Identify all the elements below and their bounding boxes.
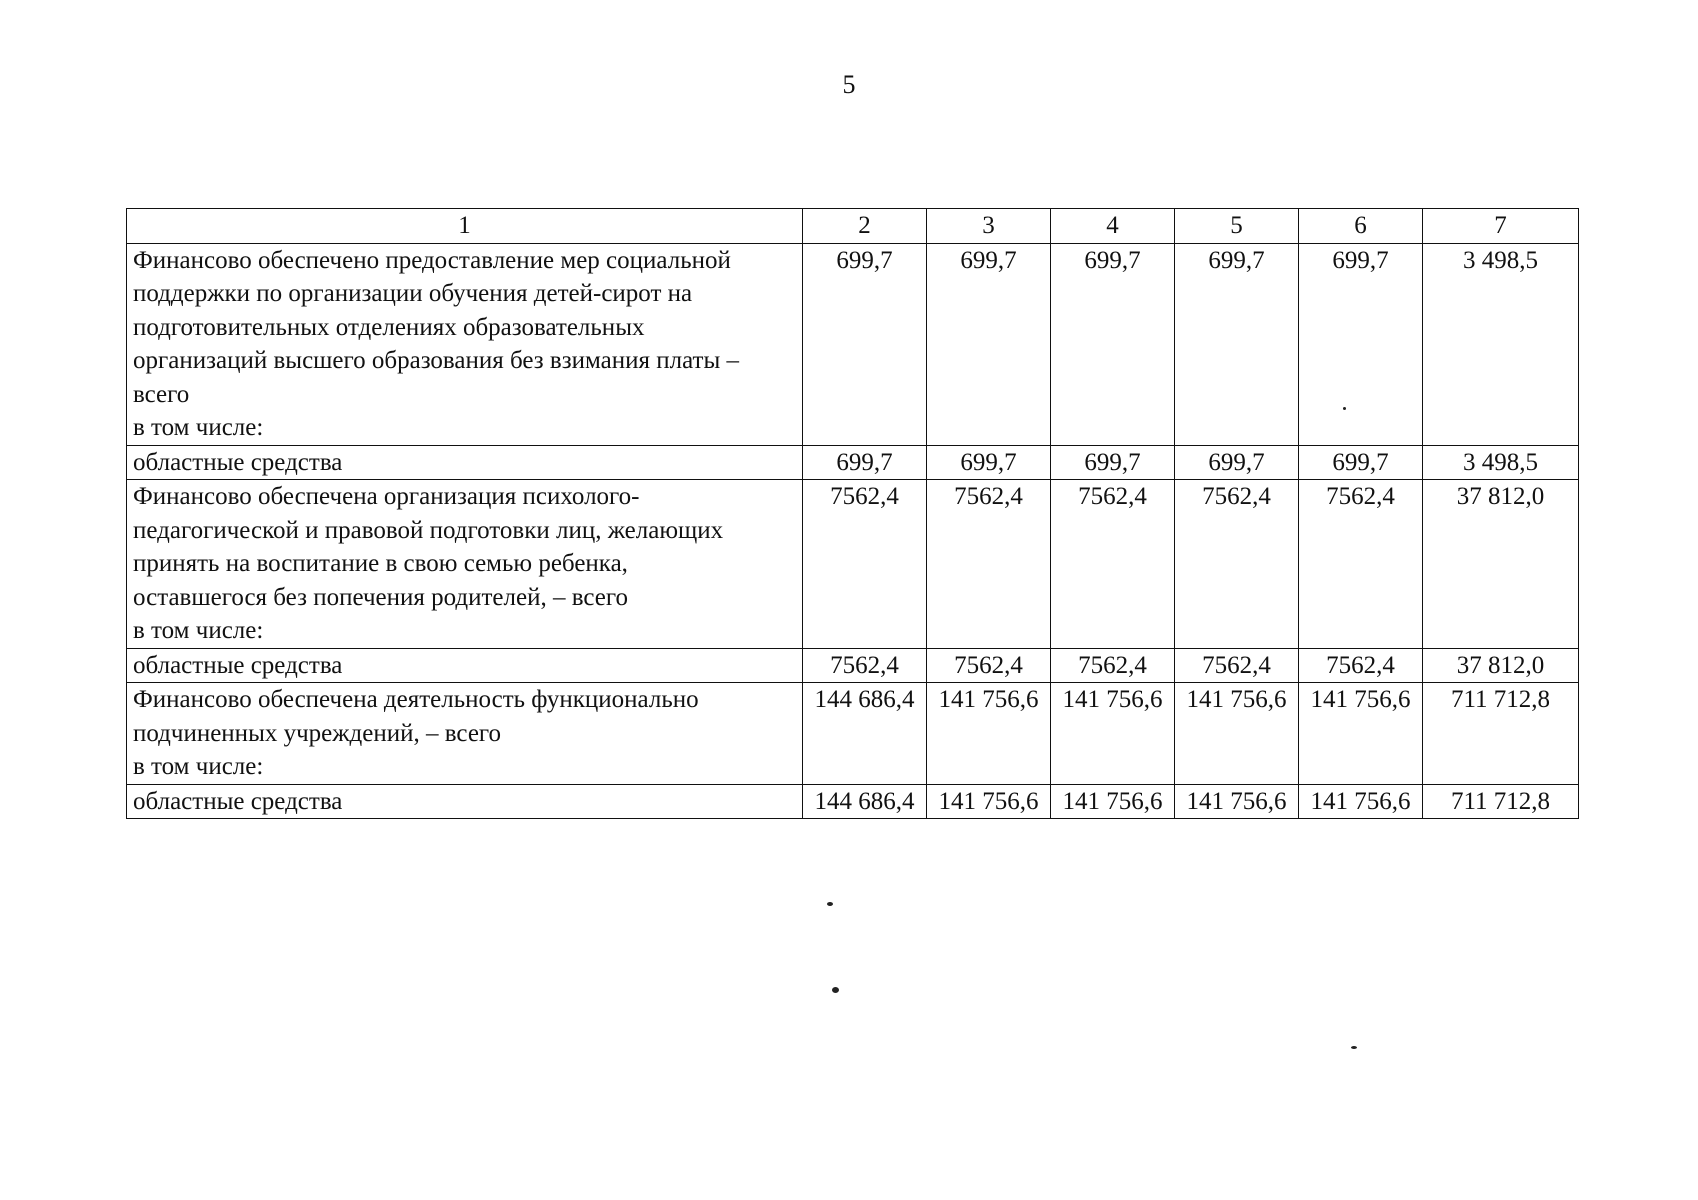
description-line: Финансово обеспечена деятельность функционально: [133, 686, 699, 713]
description-line: организаций высшего образования без взимания платы –: [133, 347, 740, 374]
row-description: [127, 243, 803, 445]
total-cell: 37 812,0: [1423, 648, 1579, 683]
column-number-3: 3: [927, 209, 1051, 244]
value-cell: 699,7: [1299, 243, 1423, 445]
description-line: областные средства: [133, 787, 343, 815]
scan-speck: [827, 902, 833, 906]
scan-speck: [1351, 1046, 1357, 1049]
value-cell: 699,7: [1299, 445, 1423, 480]
value-cell: 7562,4: [1299, 648, 1423, 683]
column-number-5: 5: [1175, 209, 1299, 244]
description-line: Финансово обеспечена организация психолого-: [133, 483, 640, 510]
description-line: всего: [133, 380, 190, 408]
row-description: [127, 683, 803, 785]
value-cell: 141 756,6: [927, 683, 1051, 785]
value-cell: 7562,4: [1299, 480, 1423, 649]
description-line: в том числе:: [133, 617, 264, 644]
table-row: [127, 784, 1579, 819]
scan-speck: [832, 987, 839, 993]
value-cell: 141 756,6: [1175, 784, 1299, 819]
description-line: поддержки по организации обучения детей-сирот на: [133, 280, 693, 307]
page-number: 5: [842, 70, 856, 99]
description-line: оставшегося без попечения родителей, – всего: [133, 583, 629, 611]
row-description: [127, 648, 803, 683]
row-description: [127, 445, 803, 480]
value-cell: 7562,4: [927, 648, 1051, 683]
value-cell: 7562,4: [1175, 480, 1299, 649]
value-cell: 699,7: [803, 445, 927, 480]
description-line: областные средства: [133, 448, 343, 476]
value-cell: 141 756,6: [1299, 784, 1423, 819]
column-number-row: [127, 209, 1579, 244]
row-description: [127, 480, 803, 649]
value-cell: 141 756,6: [1299, 683, 1423, 785]
table-row: [127, 648, 1579, 683]
value-cell: 7562,4: [803, 648, 927, 683]
value-cell: 141 756,6: [1175, 683, 1299, 785]
description-line: областные средства: [133, 651, 343, 679]
description-line: подготовительных отделениях образовательных: [133, 313, 645, 341]
description-line: в том числе:: [133, 753, 264, 780]
value-cell: 699,7: [1175, 243, 1299, 445]
table-row: [127, 683, 1579, 785]
value-cell: 7562,4: [1051, 480, 1175, 649]
budget-table: [126, 208, 1579, 819]
column-number-7: 7: [1423, 209, 1579, 244]
value-cell: 7562,4: [803, 480, 927, 649]
column-number-2: 2: [803, 209, 927, 244]
value-cell: 699,7: [803, 243, 927, 445]
value-cell: 141 756,6: [1051, 784, 1175, 819]
total-cell: 711 712,8: [1423, 683, 1579, 785]
total-cell: 711 712,8: [1423, 784, 1579, 819]
total-cell: 3 498,5: [1423, 243, 1579, 445]
scan-speck: [1343, 407, 1346, 410]
description-line: подчиненных учреждений, – всего: [133, 719, 502, 747]
total-cell: 37 812,0: [1423, 480, 1579, 649]
value-cell: 7562,4: [927, 480, 1051, 649]
total-cell: 3 498,5: [1423, 445, 1579, 480]
value-cell: 699,7: [927, 445, 1051, 480]
table-row: [127, 445, 1579, 480]
value-cell: 699,7: [927, 243, 1051, 445]
value-cell: 7562,4: [1175, 648, 1299, 683]
value-cell: 144 686,4: [803, 784, 927, 819]
table-row: [127, 480, 1579, 649]
value-cell: 141 756,6: [1051, 683, 1175, 785]
value-cell: 7562,4: [1051, 648, 1175, 683]
description-line: в том числе:: [133, 414, 264, 441]
column-number-1: 1: [127, 209, 803, 244]
row-description: [127, 784, 803, 819]
description-line: педагогической и правовой подготовки лиц, желающих: [133, 516, 724, 544]
column-number-4: 4: [1051, 209, 1175, 244]
value-cell: 699,7: [1051, 445, 1175, 480]
description-line: принять на воспитание в свою семью ребенка,: [133, 550, 628, 577]
value-cell: 699,7: [1175, 445, 1299, 480]
value-cell: 144 686,4: [803, 683, 927, 785]
column-number-6: 6: [1299, 209, 1423, 244]
table-row: [127, 243, 1579, 445]
value-cell: 699,7: [1051, 243, 1175, 445]
value-cell: 141 756,6: [927, 784, 1051, 819]
description-line: Финансово обеспечено предоставление мер социальной: [133, 246, 731, 274]
